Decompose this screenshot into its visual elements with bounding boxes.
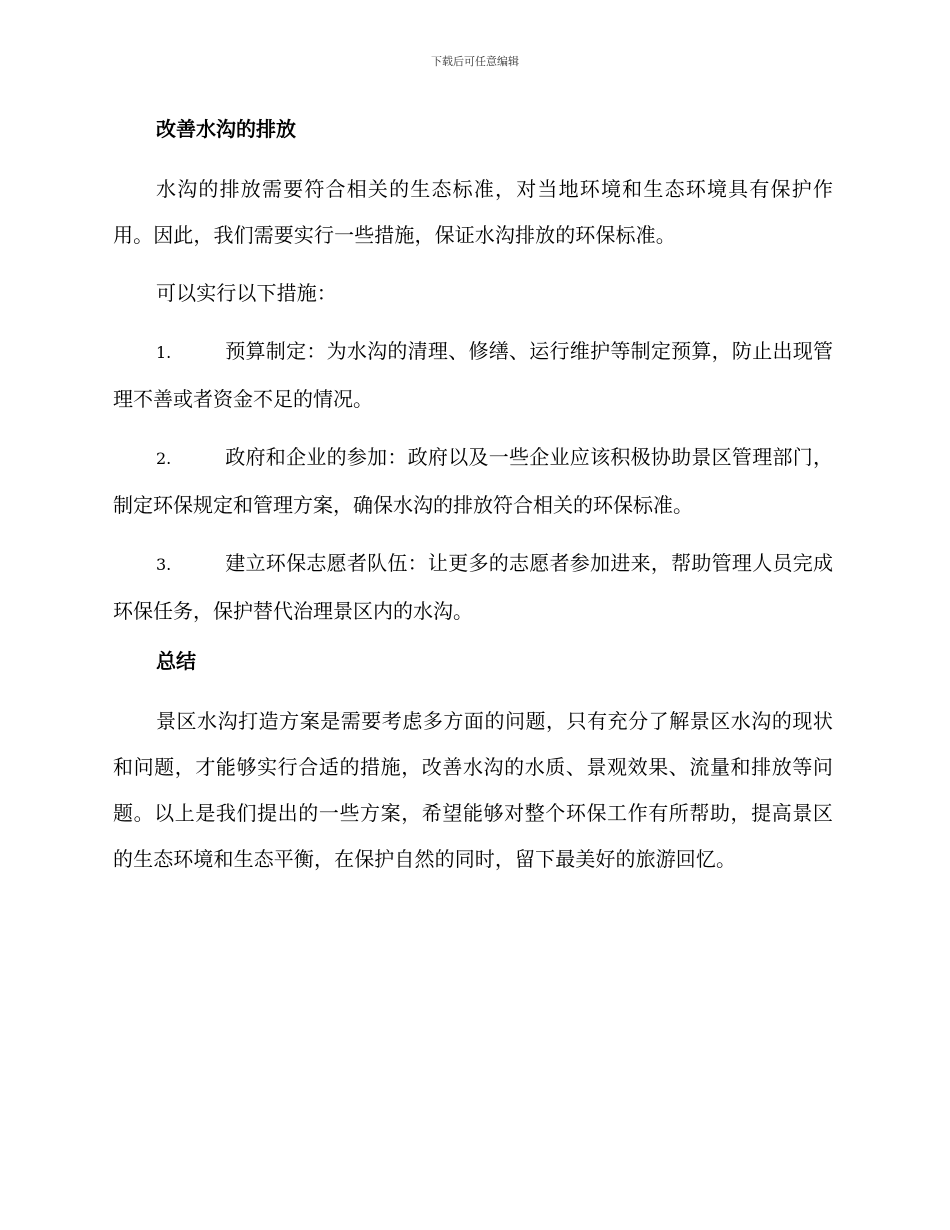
list-number: 2. — [156, 449, 172, 468]
paragraph-summary: 景区水沟打造方案是需要考虑多方面的问题，只有充分了解景区水沟的现状和问题，才能够实行合适的措施，改善水沟的水质、景观效果、流量和排放等问题。以上是我们提出的一些方案，希望能够对整个环保工作有所帮助，提高景区的生态环境和生态平衡，在保护自然的同时，留下最美好的旅游回忆。 — [113, 709, 833, 871]
page-header-note: 下载后可任意编辑 — [431, 55, 519, 68]
list-item — [113, 328, 833, 422]
list-item-text: 建立环保志愿者队伍：让更多的志愿者参加进来，帮助管理人员完成环保任务，保护替代治理景区内的水沟。 — [113, 551, 833, 623]
section-heading-drainage: 改善水沟的排放 — [156, 117, 296, 141]
paragraph-drainage-intro: 水沟的排放需要符合相关的生态标准，对当地环境和生态环境具有保护作用。因此，我们需要实行一些措施，保证水沟排放的环保标准。 — [113, 177, 833, 247]
list-item-text: 政府和企业的参加：政府以及一些企业应该积极协助景区管理部门，制定环保规定和管理方案，确保水沟的排放符合相关的环保标准。 — [113, 445, 833, 517]
list-item — [113, 434, 833, 528]
list-number: 1. — [156, 343, 172, 362]
section-heading-summary: 总结 — [156, 649, 196, 673]
list-number: 3. — [156, 555, 172, 574]
document-body — [113, 114, 833, 894]
list-item — [113, 540, 833, 634]
paragraph-measures-lead: 可以实行以下措施： — [156, 281, 337, 305]
list-item-text: 预算制定：为水沟的清理、修缮、运行维护等制定预算，防止出现管理不善或者资金不足的情况。 — [113, 339, 833, 411]
